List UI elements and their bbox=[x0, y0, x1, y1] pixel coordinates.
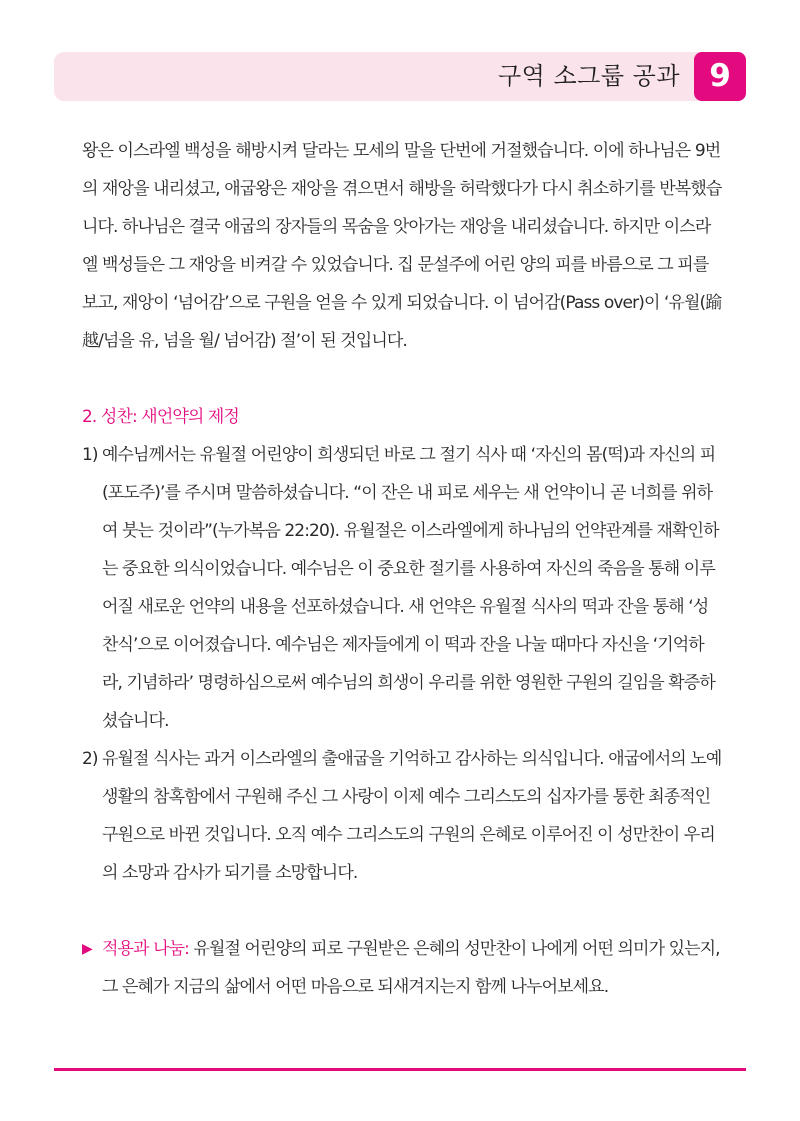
section-title: 2. 성찬: 새언약의 제정 bbox=[82, 407, 239, 427]
page-header bbox=[54, 52, 746, 101]
main-content bbox=[82, 132, 722, 1006]
list-item bbox=[82, 740, 722, 892]
application-block bbox=[82, 930, 722, 1006]
list-item-marker: 1) bbox=[82, 445, 98, 465]
list-item-marker: 2) bbox=[82, 749, 98, 769]
list-item-text: 예수님께서는 유월절 어린양이 희생되던 바로 그 절기 식사 때 ‘자신의 몸(떡)과 자신의 피(포도주)’를 주시며 말씀하셨습니다. “이 잔은 내 피로 세우는 새 언약이니 곧 너희를 위하여 붓는 것이라”(누가복음 22:20). 유월절은 이스라엘에게 하나님의 언약관계를 재확인하는 중요한 의식이었습니다. 예수님은 이 중요한 절기를 사용하여 자신의 죽음을 통해 이루어질 새로운 언약의 내용을 선포하셨습니다. 새 언약은 유월절 식사의 떡과 잔을 통해 ‘성찬식’으로 이어졌습니다. 예수님은 제자들에게 이 떡과 잔을 나눌 때마다 자신을 ‘기억하라, 기념하라’ 명령하심으로써 예수님의 희생이 우리를 위한 영원한 구원의 길임을 확증하셨습니다. bbox=[102, 445, 719, 731]
header-title: 구역 소그룹 공과 bbox=[497, 62, 680, 90]
intro-paragraph: 왕은 이스라엘 백성을 해방시켜 달라는 모세의 말을 단번에 거절했습니다. 이에 하나님은 9번의 재앙을 내리셨고, 애굽왕은 재앙을 겪으면서 해방을 허락했다가 다시 취소하기를 반복했습니다. 하나님은 결국 애굽의 장자들의 목숨을 앗아가는 재앙을 내리셨습니다. 하지만 이스라엘 백성들은 그 재앙을 비켜갈 수 있었습니다. 집 문설주에 어린 양의 피를 바름으로 그 피를 보고, 재앙이 ‘넘어감’으로 구원을 얻을 수 있게 되었습니다. 이 넘어감(Pass over)이 ‘유월(踰越/넘을 유, 넘을 월/ 넘어감) 절’이 된 것입니다. bbox=[82, 141, 722, 351]
lesson-number-badge: 9 bbox=[694, 52, 746, 101]
footer-divider bbox=[54, 1068, 746, 1071]
list-item-text: 유월절 식사는 과거 이스라엘의 출애굽을 기억하고 감사하는 의식입니다. 애굽에서의 노예생활의 참혹함에서 구원해 주신 그 사랑이 이제 예수 그리스도의 십자가를 통한 최종적인 구원으로 바뀐 것입니다. 오직 예수 그리스도의 구원의 은혜로 이루어진 이 성만찬이 우리의 소망과 감사가 되기를 소망합니다. bbox=[102, 749, 722, 883]
triangle-right-icon: ▶ bbox=[82, 941, 92, 957]
application-label: 적용과 나눔: bbox=[102, 939, 189, 959]
application-text: 유월절 어린양의 피로 구원받은 은혜의 성만찬이 나에게 어떤 의미가 있는지, 그 은혜가 지금의 삶에서 어떤 마음으로 되새겨지는지 함께 나누어보세요. bbox=[102, 939, 720, 997]
list-item bbox=[82, 436, 722, 740]
